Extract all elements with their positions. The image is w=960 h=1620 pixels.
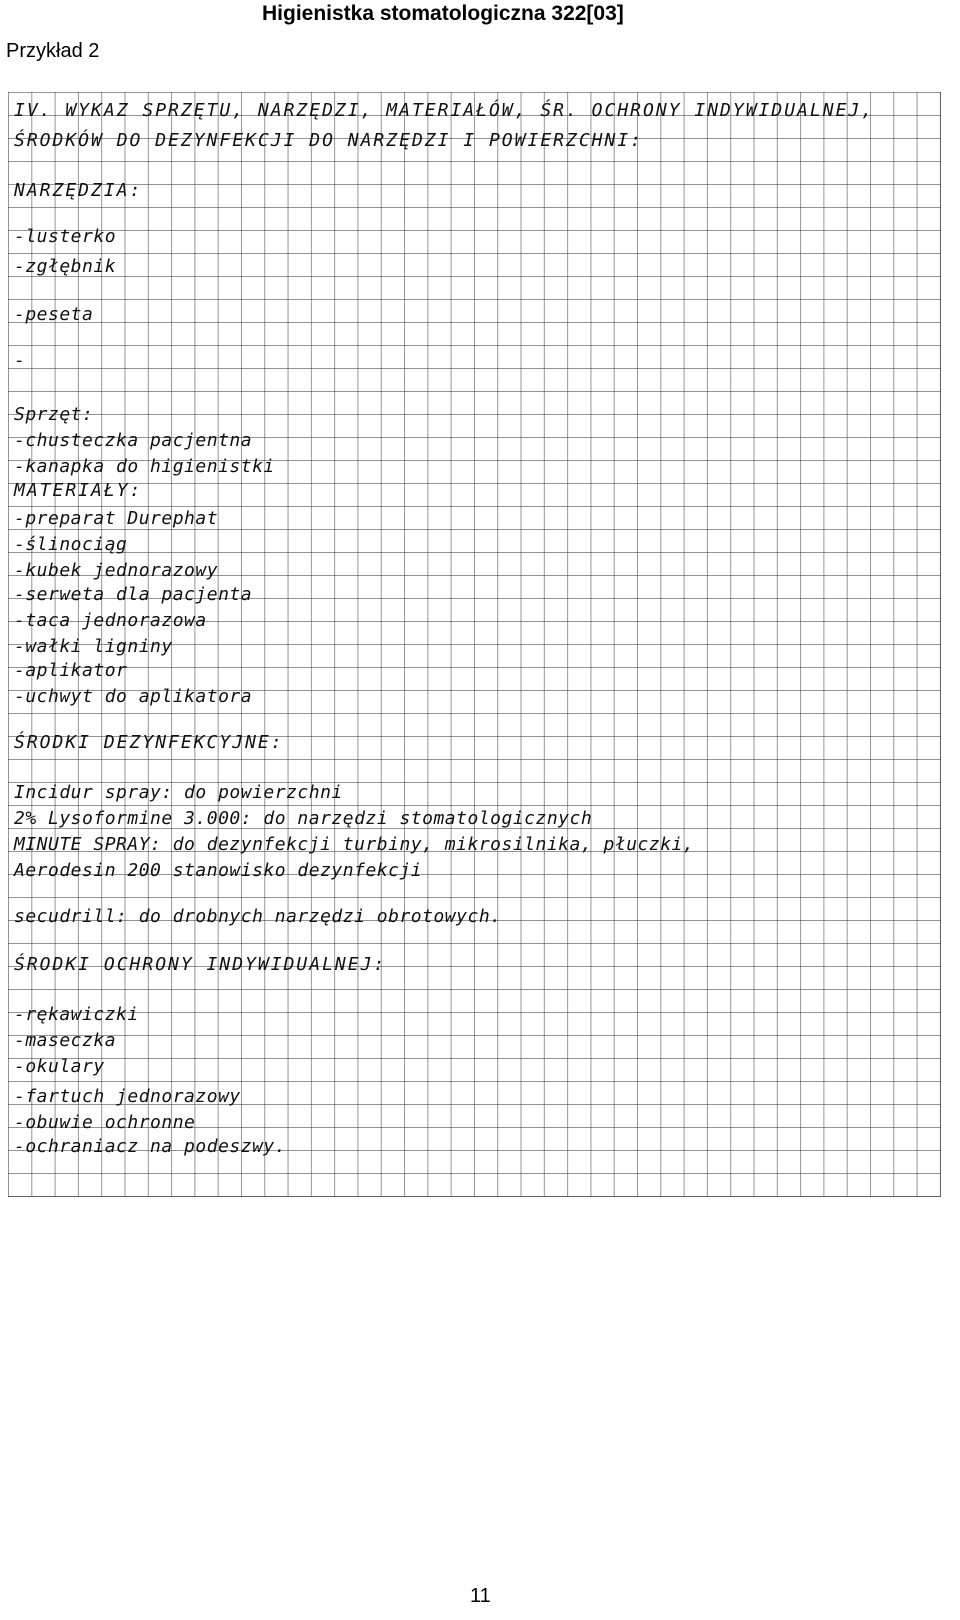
list-item: -preparat Durephat — [14, 508, 219, 529]
list-item: -zgłębnik — [14, 256, 117, 277]
list-item: -lusterko — [14, 226, 117, 247]
list-item: -serweta dla pacjenta — [14, 584, 253, 605]
list-item: - — [14, 350, 26, 371]
disinfectant-line: secudrill: do drobnych narzędzi obrotowych. — [14, 906, 502, 927]
disinfectant-line: MINUTE SPRAY: do dezynfekcji turbiny, mikrosilnika, płuczki, — [14, 834, 695, 855]
list-item: -chusteczka pacjentna — [14, 430, 253, 451]
disinfectant-line: Incidur spray: do powierzchni — [14, 782, 343, 803]
disinfectant-line: 2% Lysoformine 3.000: do narzędzi stomatologicznych — [14, 808, 593, 829]
example-label: Przykład 2 — [6, 40, 100, 62]
list-item: -taca jednorazowa — [14, 610, 207, 631]
section-heading-equipment: Sprzęt: — [14, 404, 94, 425]
document-title: Higienistka stomatologiczna 322[03] — [262, 2, 624, 25]
section-heading-materials: MATERIAŁY: — [14, 480, 143, 501]
list-item: -kubek jednorazowy — [14, 560, 219, 581]
handwritten-grid-sheet — [8, 92, 941, 1197]
list-item: -fartuch jednorazowy — [14, 1086, 241, 1107]
heading-inventory-line2: ŚRODKÓW DO DEZYNFEKCJI DO NARZĘDZI I POWIERZCHNI: — [14, 130, 644, 151]
list-item: -aplikator — [14, 660, 128, 681]
list-item: -kanapka do higienistki — [14, 456, 275, 477]
disinfectant-line: Aerodesin 200 stanowisko dezynfekcji — [14, 860, 423, 881]
section-heading-protection: ŚRODKI OCHRONY INDYWIDUALNEJ: — [14, 954, 387, 975]
list-item: -ochraniacz na podeszwy. — [14, 1136, 287, 1157]
list-item: -uchwyt do aplikatora — [14, 686, 253, 707]
list-item: -obuwie ochronne — [14, 1112, 196, 1133]
list-item: -wałki ligniny — [14, 636, 173, 657]
heading-inventory-line1: IV. WYKAZ SPRZĘTU, NARZĘDZI, MATERIAŁÓW, ŚR. OCHRONY INDYWIDUALNEJ, — [14, 100, 875, 121]
list-item: -rękawiczki — [14, 1004, 139, 1025]
section-heading-disinfectants: ŚRODKI DEZYNFEKCYJNE: — [14, 732, 284, 753]
list-item: -peseta — [14, 304, 94, 325]
page-number: 11 — [470, 1585, 491, 1607]
list-item: -maseczka — [14, 1030, 117, 1051]
list-item: -okulary — [14, 1056, 105, 1077]
list-item: -ślinociąg — [14, 534, 128, 555]
section-heading-tools: NARZĘDZIA: — [14, 180, 143, 201]
